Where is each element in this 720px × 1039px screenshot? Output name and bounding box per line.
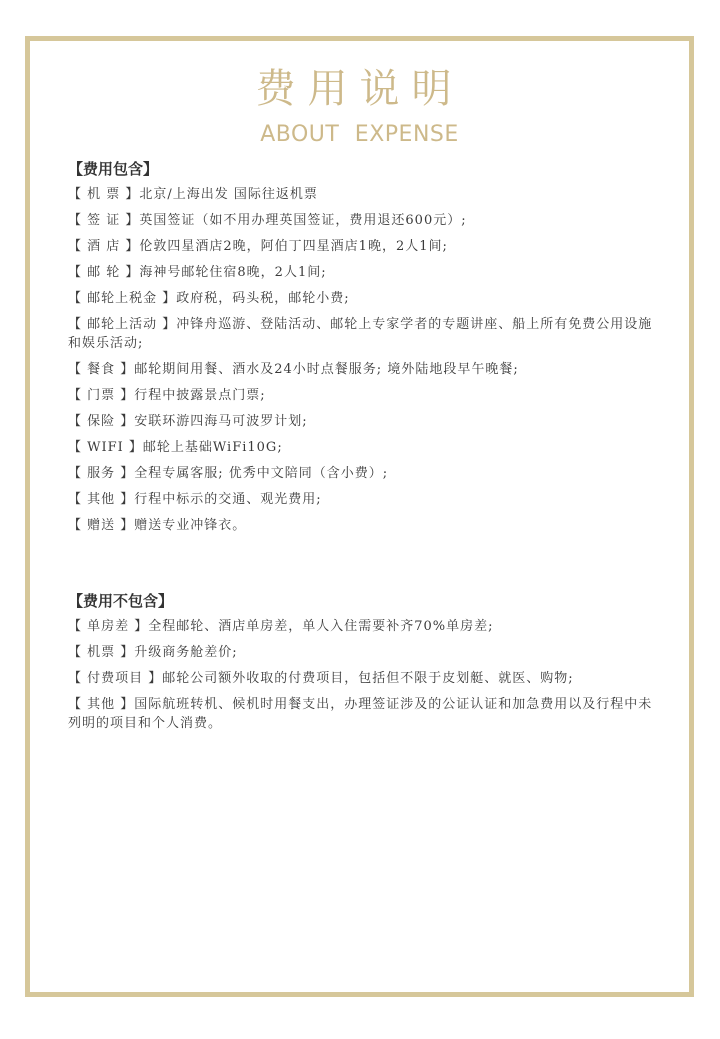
item-text: 北京/上海出发 国际往返机票 — [139, 187, 318, 202]
list-item — [68, 263, 663, 282]
item-text: 邮轮期间用餐、酒水及24小时点餐服务; 境外陆地段早午晚餐; — [134, 362, 519, 377]
item-text: 全程专属客服; 优秀中文陪同（含小费）; — [134, 466, 389, 481]
item-label: 【 餐食 】 — [68, 362, 135, 377]
item-text: 冲锋舟巡游、登陆活动、邮轮上专家学者的专题讲座、船上所有免费公用设施和娱乐活动; — [68, 317, 653, 351]
list-item — [68, 438, 663, 457]
item-label: 【 酒 店 】 — [68, 239, 140, 254]
item-label: 【 其他 】 — [68, 697, 135, 712]
list-item — [68, 695, 663, 733]
item-label: 【 邮 轮 】 — [68, 265, 140, 280]
item-label: 【 邮轮上活动 】 — [68, 317, 177, 332]
item-text: 安联环游四海马可波罗计划; — [134, 414, 308, 429]
item-label: 【 付费项目 】 — [68, 671, 163, 686]
list-item — [68, 412, 663, 431]
item-label: 【 服务 】 — [68, 466, 135, 481]
item-text: 行程中披露景点门票; — [134, 388, 266, 403]
item-text: 伦敦四星酒店2晚，阿伯丁四星酒店1晚，2人1间; — [139, 239, 448, 254]
list-item — [68, 617, 663, 636]
page-frame — [25, 36, 694, 997]
list-item — [68, 669, 663, 688]
list-item — [68, 185, 663, 204]
list-item — [68, 237, 663, 256]
list-item — [68, 289, 663, 308]
excluded-heading: 【费用不包含】 — [68, 592, 174, 610]
item-text: 英国签证（如不用办理英国签证，费用退还600元）; — [139, 213, 467, 228]
item-label: 【 邮轮上税金 】 — [68, 291, 177, 306]
list-item — [68, 464, 663, 483]
list-item — [68, 386, 663, 405]
included-section — [68, 159, 663, 542]
item-label: 【 机票 】 — [68, 645, 135, 660]
page-subtitle: ABOUT EXPENSE — [260, 122, 459, 147]
item-label: 【 赠送 】 — [68, 518, 135, 533]
item-label: 【 保险 】 — [68, 414, 135, 429]
page-title: 费用说明 — [255, 66, 464, 112]
item-text: 行程中标示的交通、观光费用; — [134, 492, 322, 507]
item-text: 赠送专业冲锋衣。 — [134, 518, 247, 533]
included-heading: 【费用包含】 — [68, 160, 159, 178]
item-text: 邮轮上基础WiFi10G; — [142, 440, 283, 455]
item-text: 海神号邮轮住宿8晚，2人1间; — [139, 265, 327, 280]
item-label: 【 WIFI 】 — [68, 440, 143, 455]
item-label: 【 单房差 】 — [68, 619, 149, 634]
item-label: 【 其他 】 — [68, 492, 135, 507]
list-item — [68, 315, 663, 353]
item-text: 政府税，码头税，邮轮小费; — [176, 291, 350, 306]
item-text: 全程邮轮、酒店单房差，单人入住需要补齐70%单房差; — [148, 619, 494, 634]
item-text: 升级商务舱差价; — [134, 645, 238, 660]
list-item — [68, 490, 663, 509]
item-text: 邮轮公司额外收取的付费项目，包括但不限于皮划艇、就医、购物; — [162, 671, 574, 686]
item-text: 国际航班转机、候机时用餐支出，办理签证涉及的公证认证和加急费用以及行程中未列明的项目和个人消费。 — [68, 697, 653, 731]
list-item — [68, 516, 663, 535]
item-label: 【 签 证 】 — [68, 213, 140, 228]
list-item — [68, 643, 663, 662]
list-item — [68, 360, 663, 379]
item-label: 【 机 票 】 — [68, 187, 140, 202]
list-item — [68, 211, 663, 230]
item-label: 【 门票 】 — [68, 388, 135, 403]
excluded-section — [68, 591, 663, 740]
